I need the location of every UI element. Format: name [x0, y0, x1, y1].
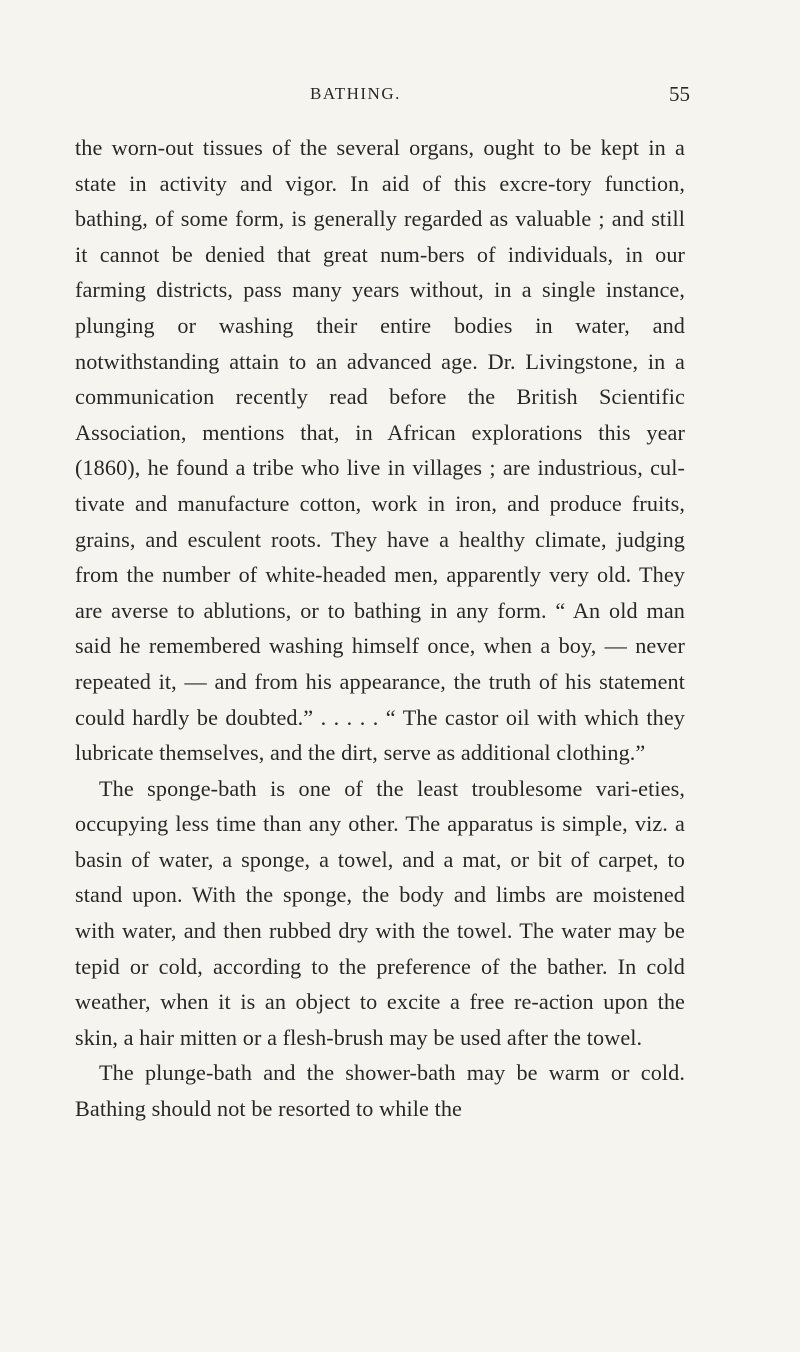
- paragraph-sponge-bath: The sponge-bath is one of the least troublesome vari-eties, occupying less time than any other. The apparatus is simple, viz. a basin of water, a sponge, a towel, and a mat, or bit of carpet, to stand upon. With the sponge, the body and limbs are moistened with water, and then rubbed dry with the towel. The water may be tepid or cold, according to the preference of the bather. In cold weather, when it is an object to excite a free re-action upon the skin, a hair mitten or a flesh-brush may be used after the towel.: [75, 775, 685, 1050]
- body-text: [75, 130, 685, 1127]
- page-number: 55: [669, 82, 690, 106]
- paragraph-continued: the worn-out tissues of the several organs, ought to be kept in a state in activity and vigor. In aid of this excre-tory function, bathing, of some form, is generally regarded as valuable ; and still it cannot be denied that great num-bers of individuals, in our farming districts, pass many years without, in a single instance, plunging or washing their entire bodies in water, and notwithstanding attain to an advanced age. Dr. Livingstone, in a communication recently read before the British Scientific Association, mentions that, in African explorations this year (1860), he found a tribe who live in villages ; are industrious, cul-tivate and manufacture cotton, work in iron, and produce fruits, grains, and esculent roots. They have a healthy climate, judging from the number of white-headed men, apparently very old. They are averse to ablutions, or to bathing in any form. “ An old man said he remembered washing himself once, when a boy, — never repeated it, — and from his appearance, the truth of his statement could hardly be doubted.” . . . . . “ The castor oil with which they lubricate themselves, and the dirt, serve as additional clothing.”: [75, 135, 685, 766]
- running-head: [250, 84, 690, 108]
- paragraph-plunge-bath: The plunge-bath and the shower-bath may be warm or cold. Bathing should not be resorted to while the: [75, 1060, 685, 1122]
- running-title: BATHING.: [310, 84, 401, 103]
